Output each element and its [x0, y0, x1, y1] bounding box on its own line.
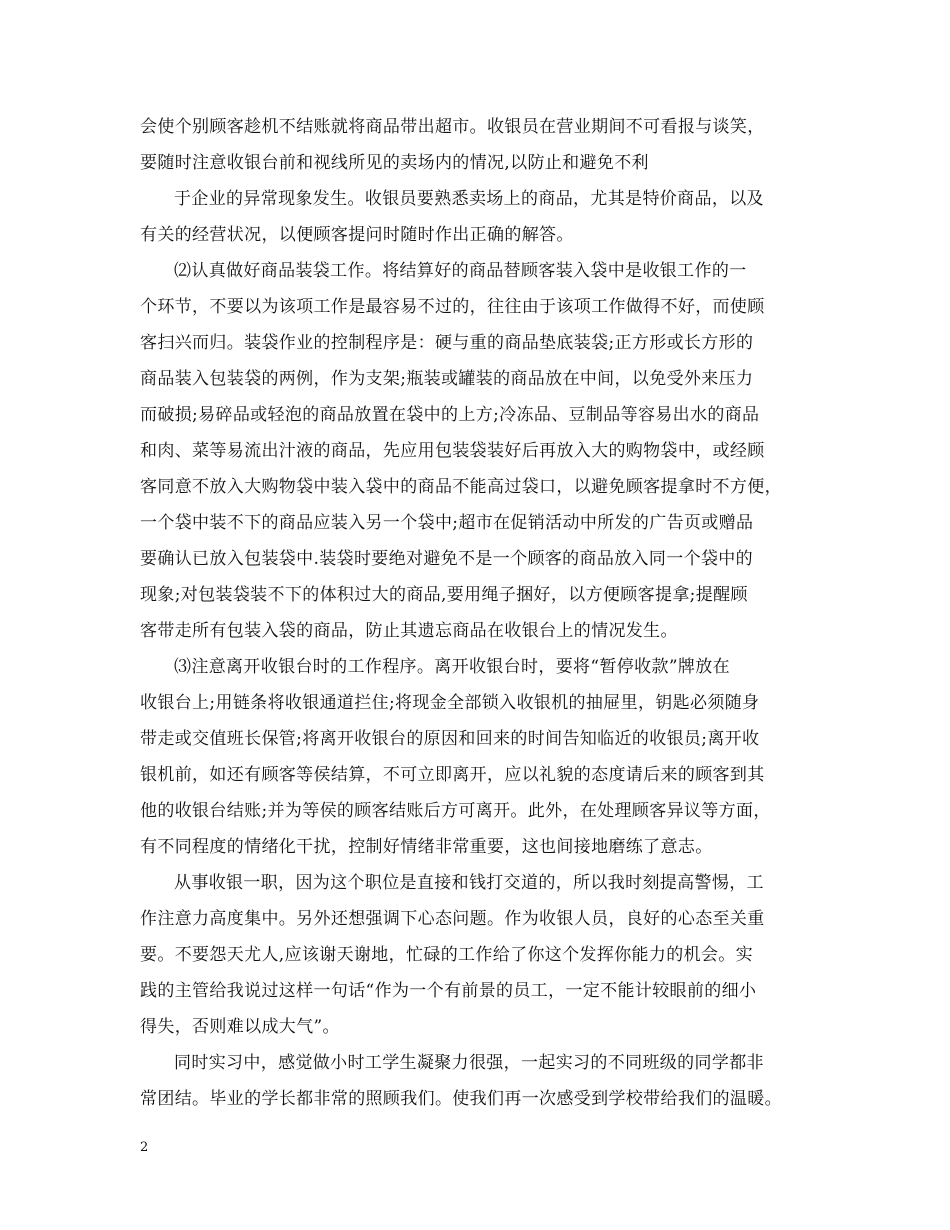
paragraph-bagging: [140, 253, 830, 649]
document-body: [140, 109, 830, 1117]
paragraph-leaving-counter: [140, 649, 830, 865]
text-line: 践的主管给我说过这样一句话“作为一个有前景的员工，一定不能计较眼前的细小: [140, 981, 757, 1001]
paragraph-teamwork: [140, 1045, 830, 1117]
text-line: 而破损;易碎品或轻泡的商品放置在袋中的上方;冷冻品、豆制品等容易出水的商品: [140, 405, 760, 425]
text-line: 常团结。毕业的学长都非常的照顾我们。使我们再一次感受到学校带给我们的温暖。: [140, 1089, 782, 1109]
text-line: 收银台上;用链条将收银通道拦住;将现金全部锁入收银机的抽屉里，钥匙必须随身: [140, 693, 760, 713]
text-line: 带走或交值班长保管;将离开收银台的原因和回来的时间告知临近的收银员;离开收: [140, 729, 760, 749]
text-line: 现象;对包装袋装不下的体积过大的商品,要用绳子捆好，以方便顾客提拿;提醒顾: [140, 585, 748, 605]
text-line: 有关的经营状况，以便顾客提问时随时作出正确的解答。: [140, 225, 574, 245]
page-number: 2: [140, 1140, 149, 1155]
text-line: 从事收银一职，因为这个职位是直接和钱打交道的，所以我时刻提高警惕，工: [174, 873, 764, 893]
text-line: 要随时注意收银台前和视线所见的卖场内的情况,以防止和避免不利: [140, 153, 649, 173]
text-line: 要确认已放入包装袋中.装袋时要绝对避免不是一个顾客的商品放入同一个袋中的: [140, 549, 754, 569]
text-line: 会使个别顾客趁机不结账就将商品带出超市。收银员在营业期间不可看报与谈笑，: [140, 117, 765, 137]
text-line: 作注意力高度集中。另外还想强调下心态问题。作为收银人员，良好的心态至关重: [140, 909, 765, 929]
text-line: 要。不要怨天尤人,应该谢天谢地，忙碌的工作给了你这个发挥你能力的机会。实: [140, 945, 754, 965]
paragraph-attitude: [140, 865, 830, 1045]
text-line: 商品装入包装袋的两例，作为支架;瓶装或罐装的商品放在中间，以免受外来压力: [140, 369, 754, 389]
text-line: 同时实习中，感觉做小时工学生凝聚力很强，一起实习的不同班级的同学都非: [174, 1053, 764, 1073]
text-line: 银机前，如还有顾客等侯结算，不可立即离开，应以礼貌的态度请后来的顾客到其: [140, 765, 765, 785]
text-line: 客扫兴而归。装袋作业的控制程序是：硬与重的商品垫底装袋;正方形或长方形的: [140, 333, 754, 353]
text-line: 客同意不放入大购物袋中装入袋中的商品不能高过袋口，以避免顾客提拿时不方便，: [140, 477, 782, 497]
text-line: ⑶注意离开收银台时的工作程序。离开收银台时，要将“暂停收款”牌放在: [174, 657, 730, 677]
paragraph-product-knowledge: [140, 181, 830, 253]
text-line: ⑵认真做好商品装袋工作。将结算好的商品替顾客装入袋中是收银工作的一: [174, 261, 747, 281]
text-line: 客带走所有包装入袋的商品，防止其遗忘商品在收银台上的情况发生。: [140, 621, 678, 641]
text-line: 个环节，不要以为该项工作是最容易不过的，往往由于该项工作做得不好，而使顾: [140, 297, 765, 317]
text-line: 一个袋中装不下的商品应装入另一个袋中;超市在促销活动中所发的广告页或赠品: [140, 513, 754, 533]
text-line: 于企业的异常现象发生。收银员要熟悉卖场上的商品，尤其是特价商品，以及: [174, 189, 764, 209]
text-line: 他的收银台结账;并为等侯的顾客结账后方可离开。此外，在处理顾客异议等方面，: [140, 801, 771, 821]
text-line: 和肉、菜等易流出汁液的商品，先应用包装袋装好后再放入大的购物袋中，或经顾: [140, 441, 765, 461]
text-line: 得失，否则难以成大气”。: [140, 1017, 340, 1037]
paragraph-continuation: [140, 109, 830, 181]
text-line: 有不同程度的情绪化干扰，控制好情绪非常重要，这也间接地磨练了意志。: [140, 837, 713, 857]
